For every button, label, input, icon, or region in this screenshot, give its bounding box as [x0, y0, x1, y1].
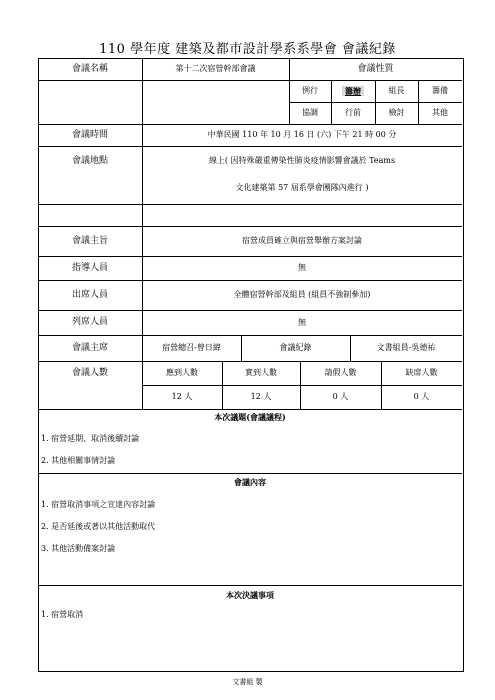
observers-label: 列席人員 — [71, 317, 108, 327]
content-title: 會議內容 — [234, 477, 266, 487]
nature-option: 組長 — [388, 86, 405, 95]
recorder-value: 文書組員-吳德祐 — [376, 343, 436, 352]
resolution-title: 本次決議事項 — [226, 590, 274, 600]
count-value-absent: 0 人 — [413, 392, 430, 401]
meeting-purpose-label: 會議主旨 — [71, 235, 108, 246]
page-title: 110 學年度 建築及都市設計學系系學會 會議紀錄 — [99, 42, 396, 57]
recorder-label: 會議紀錄 — [279, 343, 312, 352]
row-divider — [38, 204, 462, 205]
observers-value: 無 — [298, 317, 306, 327]
nature-option-selected — [331, 80, 375, 102]
chair-label: 會議主席 — [71, 342, 108, 353]
guide-label: 指導人員 — [71, 262, 108, 273]
nature-option: 檢討 — [388, 108, 405, 117]
resolution-item: 1. 宿營取消 — [41, 610, 84, 619]
count-header-absent: 缺席人數 — [405, 368, 438, 377]
attendees-value: 全體宿營幹部及組員 (組員不強制參加) — [233, 290, 371, 299]
agenda-title: 本次議題(會議議程) — [214, 412, 286, 422]
nature-option: 行前 — [345, 108, 361, 117]
meeting-name-value: 第十二次宿營幹部會議 — [175, 64, 256, 73]
count-header-leave: 請假人數 — [324, 368, 357, 377]
attendance-count-label: 會議人數 — [71, 367, 108, 378]
nature-option: 例行 — [302, 86, 318, 95]
nature-option: 協調 — [302, 108, 318, 117]
meeting-place-line1: 線上( 因特殊嚴重傳染性肺炎疫情影響會議於 Teams — [208, 156, 396, 165]
content-item: 1. 宿營取消事項之宣達內容討論 — [41, 500, 156, 509]
meeting-time-label: 會議時間 — [71, 129, 108, 140]
agenda-item: 2. 其他相關事情討論 — [41, 456, 116, 465]
nature-option: 其他 — [432, 108, 448, 117]
agenda-item: 1. 宿營延期、取消後續討論 — [41, 434, 140, 443]
nature-option: 籌備 — [432, 86, 448, 95]
meeting-purpose-value: 宿營成員確立與宿營舉辦方案討論 — [242, 236, 362, 245]
footer-note: 文書組 製 — [232, 678, 263, 686]
meeting-time-value: 中華民國 110 年 10 月 16 日 (六) 下午 21 時 00 分 — [207, 130, 397, 139]
agenda-margin — [38, 425, 39, 473]
chair-value: 宿營總召-曾日緯 — [162, 343, 221, 352]
attendees-label: 出席人員 — [71, 289, 108, 300]
count-value-expected: 12 人 — [171, 392, 193, 401]
meeting-place-line2: 文化建築第 57 屆系學會團隊內進行 ) — [235, 183, 369, 192]
count-header-present: 實到人數 — [245, 368, 277, 377]
content-item: 2. 是否延後或著以其他活動取代 — [41, 522, 156, 531]
meeting-name-label: 會議名稱 — [71, 63, 108, 74]
content-item: 3. 其他活動備案討論 — [41, 544, 116, 553]
guide-value: 無 — [298, 263, 306, 272]
count-header-expected: 應到人數 — [166, 368, 198, 377]
count-value-leave: 0 人 — [332, 392, 349, 401]
selected-option-text: 籌辦 — [342, 86, 364, 96]
count-value-present: 12 人 — [250, 392, 272, 401]
meeting-nature-label: 會議性質 — [357, 63, 394, 74]
meeting-place-label: 會議地點 — [71, 155, 108, 166]
